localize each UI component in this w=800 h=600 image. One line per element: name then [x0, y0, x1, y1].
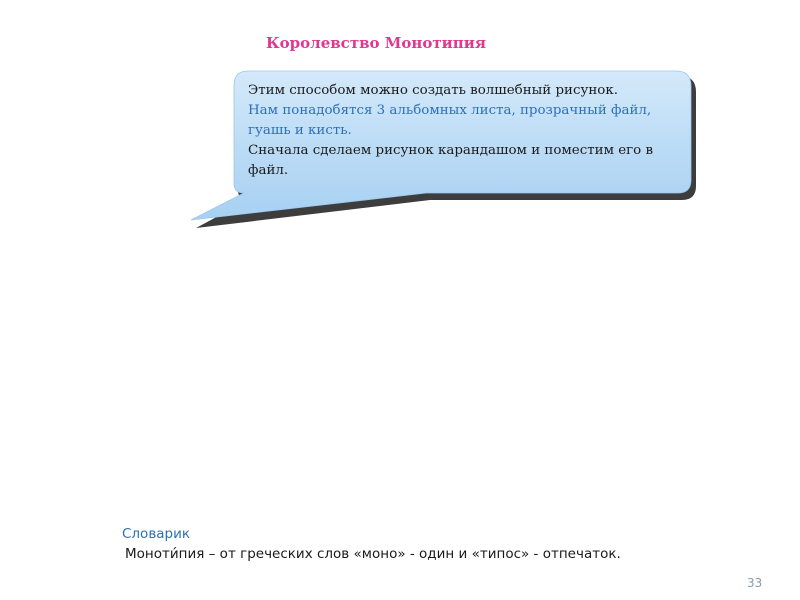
bubble-line-3: гуашь и кисть. [248, 123, 352, 138]
speech-bubble-text [248, 81, 688, 181]
bubble-line-5: файл. [248, 163, 289, 178]
bubble-line-2: Нам понадобятся 3 альбомных листа, прозрачный файл, [248, 103, 652, 118]
bubble-line-1: Этим способом можно создать волшебный рисунок. [248, 83, 618, 98]
page-number: 33 [747, 576, 763, 590]
glossary-title: Словарик [122, 526, 191, 542]
glossary-definition: Моноти́пия – от греческих слов «моно» - один и «типос» - отпечаток. [125, 546, 621, 562]
bubble-line-4: Сначала сделаем рисунок карандашом и поместим его в [248, 143, 654, 158]
slide-title: Королевство Монотипия [266, 34, 486, 52]
